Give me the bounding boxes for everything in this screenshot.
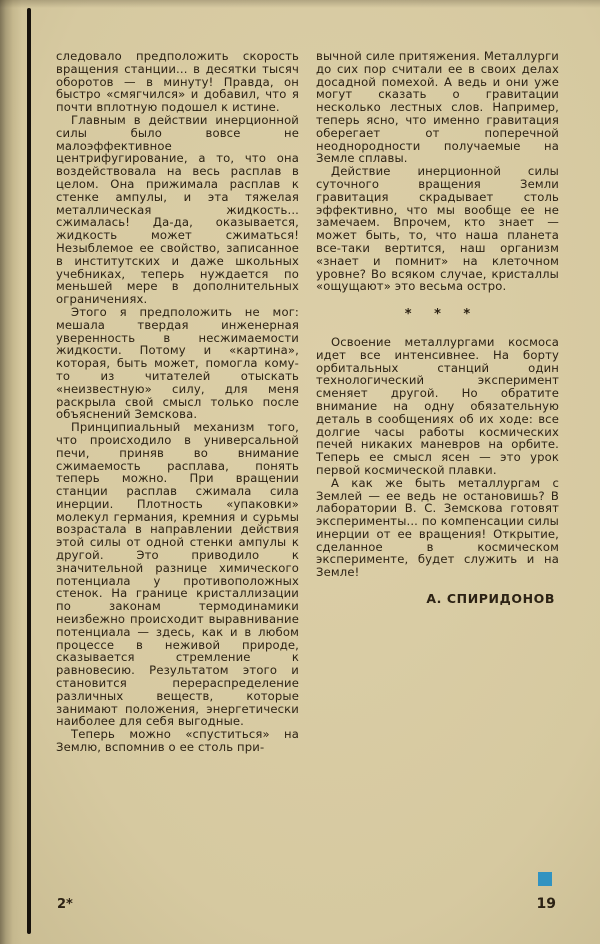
- end-of-article-marker: [538, 872, 552, 886]
- footer-signature-mark: 2*: [57, 897, 73, 912]
- author-signature: А. СПИРИДОНОВ: [426, 591, 555, 607]
- body-paragraph: Принципиальный механизм того, что происходило в универсальной печи, приняв во внимание сжимаемость расплава, понять теперь можно. При вращении станции расплав сжимала сила инерции. Плотность «упаковки» молекул германия, кремния и сурьмы возрастала в направлении действия этой силы от одной стенки ампулы к другой. Это приводило к значительной разнице химического потенциала у противоположных стенок. На границе кристаллизации по законам термодинамики неизбежно происходит выравнивание потенциала — здесь, как и в любом процессе в неживой природе, сказывается стремление к равновесию. Результатом этого и становится перераспределение различных веществ, которые занимают положения, энергетически наиболее для себя выгодные.: [56, 420, 299, 729]
- spine-rule: [27, 8, 31, 934]
- body-paragraph: Этого я предположить не мог: мешала твердая инженерная уверенность в несжимаемости жидкости. Потому и «картина», которая, быть может, помогла кому-то из читателей отыскать «неизвестную» силу, для меня раскрыла свой смысл только после объяснений Земскова.: [56, 304, 299, 422]
- body-paragraph: Освоение металлургами космоса идет все интенсивнее. На борту орбитальных станций один технологический эксперимент сменяет другой. Но обратите внимание на одну обязательную деталь в сообщениях об их ходе: все долгие часы работы космических печей никаких маневров на орбите. Теперь ее смысл ясен — это урок первой космической плавки.: [316, 334, 559, 477]
- body-paragraph: Действие инерционной силы суточного вращения Земли гравитация скрадывает столь эффективно, что мы вообще ее не замечаем. Впрочем, кто знает — может быть, то, что наша планета все-таки вертится, наш организм «знает и помнит» на клеточном уровне? Во всяком случае, кристаллы «ощущают» это весьма остро.: [316, 164, 559, 294]
- left-column: [56, 50, 299, 754]
- body-paragraph: вычной силе притяжения. Металлурги до сих пор считали ее в своих делах досадной помехой. А ведь и они уже могут сказать о гравитации несколько лестных слов. Например, теперь ясно, что именно гравитация оберегает от поперечной неоднородности получаемые на Земле сплавы.: [316, 49, 559, 166]
- body-paragraph: следовало предположить скорость вращения станции... в десятки тысяч оборотов — в минуту! Правда, он быстро «смягчился» и добавил, что я почти вплотную подошел к истине.: [56, 49, 299, 115]
- right-column: [316, 50, 559, 754]
- page-number: 19: [536, 896, 556, 912]
- page-content: [56, 50, 560, 754]
- body-paragraph: А как же быть металлургам с Землей — ее ведь не остановишь? В лаборатории В. С. Земскова готовят эксперименты... по компенсации силы инерции от ее вращения! Открытие, сделанное в космическом эксперименте, будет служить и на Земле!: [316, 475, 559, 580]
- body-paragraph: Теперь можно «спуститься» на Землю, вспомнив о ее столь при-: [56, 727, 299, 755]
- section-separator: * * *: [404, 307, 480, 323]
- body-paragraph: Главным в действии инерционной силы было вовсе не малоэффективное центрифугирование, а то, что она воздействовала на весь расплав в целом. Она прижимала расплав к стенке ампулы, и эта тяжелая металлическая жидкость... сжималась! Да-да, оказывается, жидкость может сжиматься! Незыблемое ее свойство, записанное в институтских и даже школьных учебниках, теперь нуждается по меньшей мере в дополнительных ограничениях.: [56, 112, 299, 307]
